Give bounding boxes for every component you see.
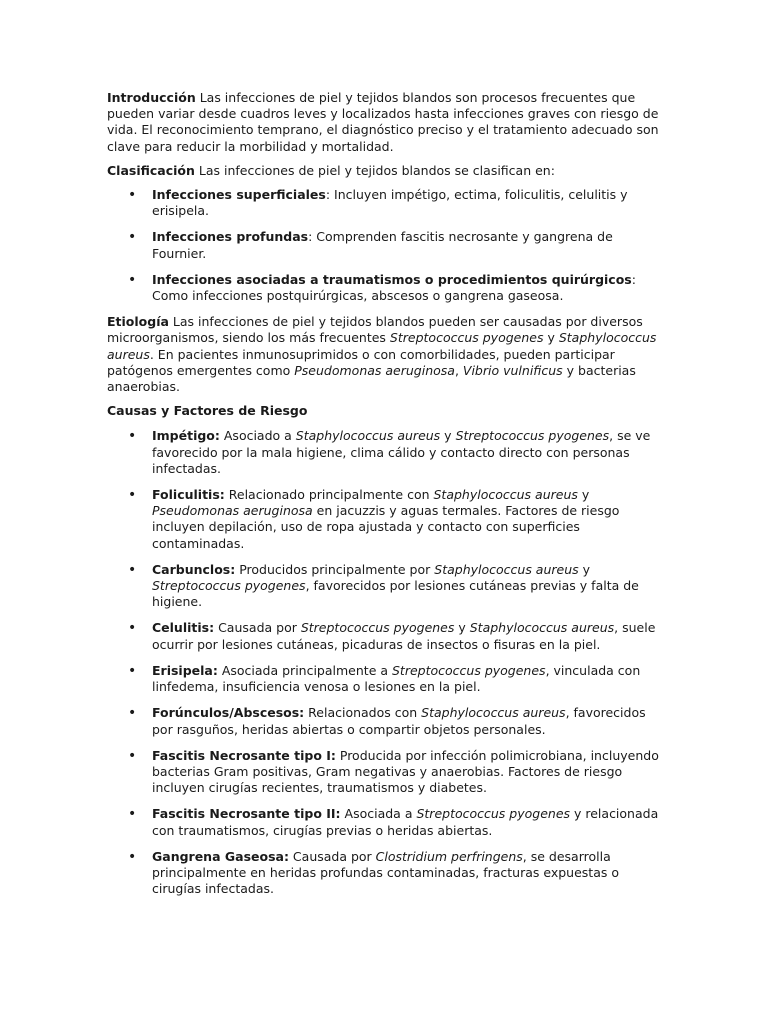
list-item: • Foliculitis: Relacionado principalmente con Staphylococcus aureus y Pseudomonas aeruginosa en jacuzzis y aguas termales. Factores de riesgo incluyen depilación, uso de ropa ajustada y contacto con superficies contaminadas.	[107, 487, 668, 552]
causas-list	[107, 428, 668, 897]
clasificacion-list	[107, 187, 668, 304]
list-item: • Carbunclos: Producidos principalmente por Staphylococcus aureus y Streptococcus pyogenes, favorecidos por lesiones cutáneas previas y falta de higiene.	[107, 562, 668, 611]
list-item: • Infecciones profundas: Comprenden fascitis necrosante y gangrena de Fournier.	[107, 229, 668, 261]
list-item: • Fascitis Necrosante tipo II: Asociada a Streptococcus pyogenes y relacionada con traumatismos, cirugías previas o heridas abiertas.	[107, 806, 668, 838]
list-item: • Impétigo: Asociado a Staphylococcus aureus y Streptococcus pyogenes, se ve favorecido por la mala higiene, clima cálido y contacto directo con personas infectadas.	[107, 428, 668, 477]
list-item: • Infecciones asociadas a traumatismos o procedimientos quirúrgicos: Como infecciones postquirúrgicas, abscesos o gangrena gaseosa.	[107, 272, 668, 304]
list-item: • Fascitis Necrosante tipo I: Producida por infección polimicrobiana, incluyendo bacterias Gram positivas, Gram negativas y anaerobias. Factores de riesgo incluyen cirugías recientes, traumatismos y diabetes.	[107, 748, 668, 797]
clasificacion-paragraph: Clasificación Las infecciones de piel y tejidos blandos se clasifican en:	[107, 162, 555, 178]
etiologia-paragraph: Etiología Las infecciones de piel y tejidos blandos pueden ser causadas por diversos microorganismos, siendo los más frecuentes Streptococcus pyogenes y Staphylococcus aureus. En pacientes inmunosuprimidos o con comorbilidades, pueden participar patógenos emergentes como Pseudomonas aeruginosa, Vibrio vulnificus y bacterias anaerobias.	[107, 314, 657, 395]
list-item: • Forúnculos/Abscesos: Relacionados con Staphylococcus aureus, favorecidos por rasguños, heridas abiertas o compartir objetos personales.	[107, 705, 668, 737]
list-item: • Erisipela: Asociada principalmente a Streptococcus pyogenes, vinculada con linfedema, insuficiencia venosa o lesiones en la piel.	[107, 663, 668, 695]
etiologia-heading: Etiología	[107, 314, 169, 330]
list-item: • Infecciones superficiales: Incluyen impétigo, ectima, foliculitis, celulitis y erisipela.	[107, 187, 668, 219]
list-item: • Celulitis: Causada por Streptococcus pyogenes y Staphylococcus aureus, suele ocurrir por lesiones cutáneas, picaduras de insectos o fisuras en la piel.	[107, 620, 668, 652]
list-item: • Gangrena Gaseosa: Causada por Clostridium perfringens, se desarrolla principalmente en heridas profundas contaminadas, fracturas expuestas o cirugías infectadas.	[107, 849, 668, 898]
intro-heading: Introducción	[107, 90, 196, 105]
intro-paragraph: Introducción Las infecciones de piel y tejidos blandos son procesos frecuentes que pueden variar desde cuadros leves y localizados hasta infecciones graves con riesgo de vida. El reconocimiento temprano, el diagnóstico preciso y el tratamiento adecuado son clave para reducir la morbilidad y mortalidad.	[107, 90, 659, 154]
clasificacion-heading: Clasificación	[107, 162, 195, 178]
causas-heading: Causas y Factores de Riesgo	[107, 403, 308, 419]
